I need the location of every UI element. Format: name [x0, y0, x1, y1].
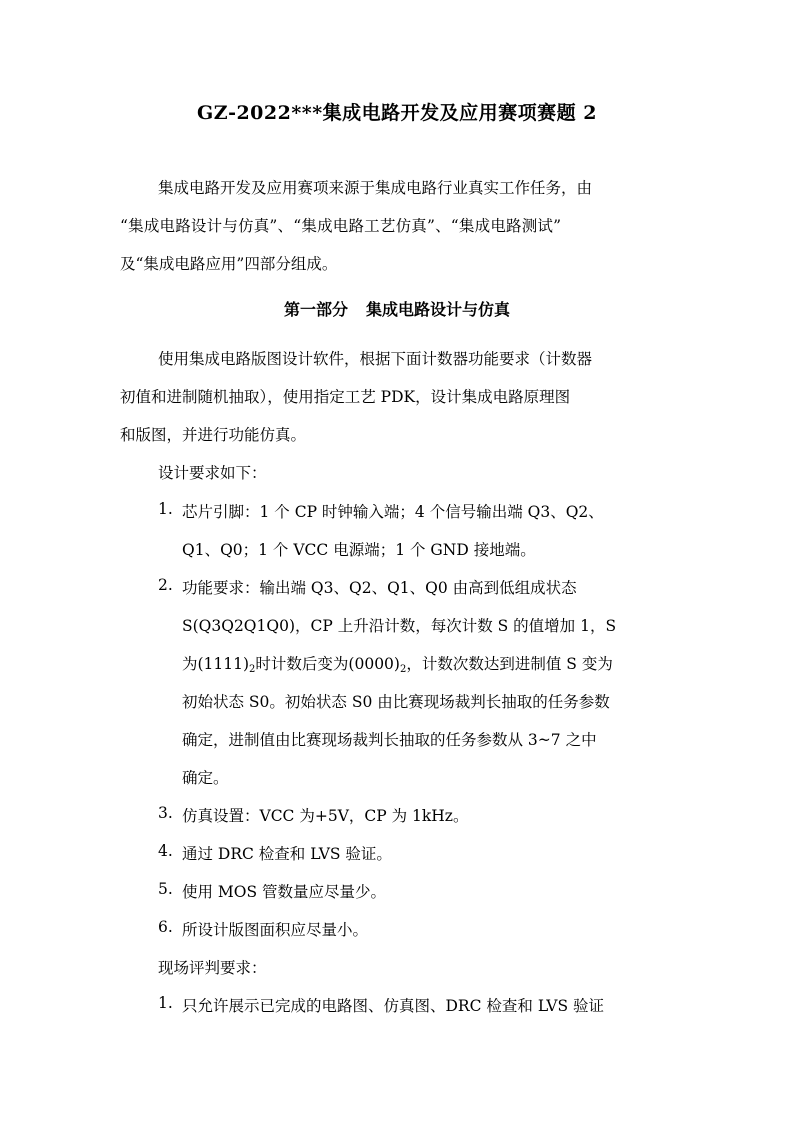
req2-line3-part-c: ，计数次数达到进制值 S 变为: [406, 655, 613, 673]
part1-desc-line-1: 使用集成电路版图设计软件，根据下面计数器功能要求（计数器: [158, 350, 593, 368]
intro-line-1: 集成电路开发及应用赛项来源于集成电路行业真实工作任务，由: [158, 179, 593, 197]
requirements-label: 设计要求如下：: [158, 464, 267, 482]
section-heading: [0, 297, 794, 320]
requirement-1-line-2: Q1、Q0；1 个 VCC 电源端；1 个 GND 接地端。: [182, 541, 536, 559]
requirement-2-line-2: S(Q3Q2Q1Q0)，CP 上升沿计数，每次计数 S 的值增加 1，S: [182, 617, 617, 635]
requirement-number: 1.: [158, 500, 173, 518]
part1-desc-line-3: 和版图，并进行功能仿真。: [120, 426, 307, 444]
requirement-number: 2.: [158, 576, 173, 594]
requirement-number: 4.: [158, 842, 173, 860]
requirement-number: 6.: [158, 918, 173, 936]
req2-line3-part-b: 时计数后变为(0000): [255, 655, 400, 673]
requirement-3-line-1: 仿真设置：VCC 为+5V，CP 为 1kHz。: [182, 807, 469, 825]
req2-line3-part-a: 为(1111): [182, 655, 250, 673]
intro-line-2: “集成电路设计与仿真”、“集成电路工艺仿真”、“集成电路测试”: [120, 217, 562, 235]
base-subscript: 2: [249, 664, 256, 675]
judging-item-1-line-1: 只允许展示已完成的电路图、仿真图、DRC 检查和 LVS 验证: [182, 997, 605, 1015]
judging-number: 1.: [158, 994, 173, 1012]
requirement-5-line-1: 使用 MOS 管数量应尽量少。: [182, 883, 387, 901]
requirement-2-line-1: 功能要求：输出端 Q3、Q2、Q1、Q0 由高到低组成状态: [182, 579, 577, 597]
requirement-number: 5.: [158, 880, 173, 898]
requirement-2-line-5: 确定，进制值由比赛现场裁判长抽取的任务参数从 3~7 之中: [182, 731, 597, 749]
section-heading-number: 第一部分: [283, 300, 348, 319]
requirement-2-line-3: [182, 652, 613, 674]
base-subscript: 2: [399, 664, 407, 675]
section-heading-title: 集成电路设计与仿真: [366, 300, 511, 319]
judging-label: 现场评判要求：: [158, 959, 267, 977]
requirement-6-line-1: 所设计版图面积应尽量小。: [182, 921, 369, 939]
page-title: GZ-2022***集成电路开发及应用赛项赛题 2: [196, 102, 597, 124]
requirement-number: 3.: [158, 804, 173, 822]
part1-desc-line-2: 初值和进制随机抽取），使用指定工艺 PDK，设计集成电路原理图: [120, 388, 571, 406]
requirement-2-line-4: 初始状态 S0。初始状态 S0 由比赛现场裁判长抽取的任务参数: [182, 693, 610, 711]
requirement-1-line-1: 芯片引脚：1 个 CP 时钟输入端；4 个信号输出端 Q3、Q2、: [182, 503, 604, 521]
requirement-4-line-1: 通过 DRC 检查和 LVS 验证。: [182, 845, 392, 863]
requirement-2-line-6: 确定。: [182, 769, 229, 787]
intro-line-3: 及“集成电路应用”四部分组成。: [120, 255, 338, 273]
